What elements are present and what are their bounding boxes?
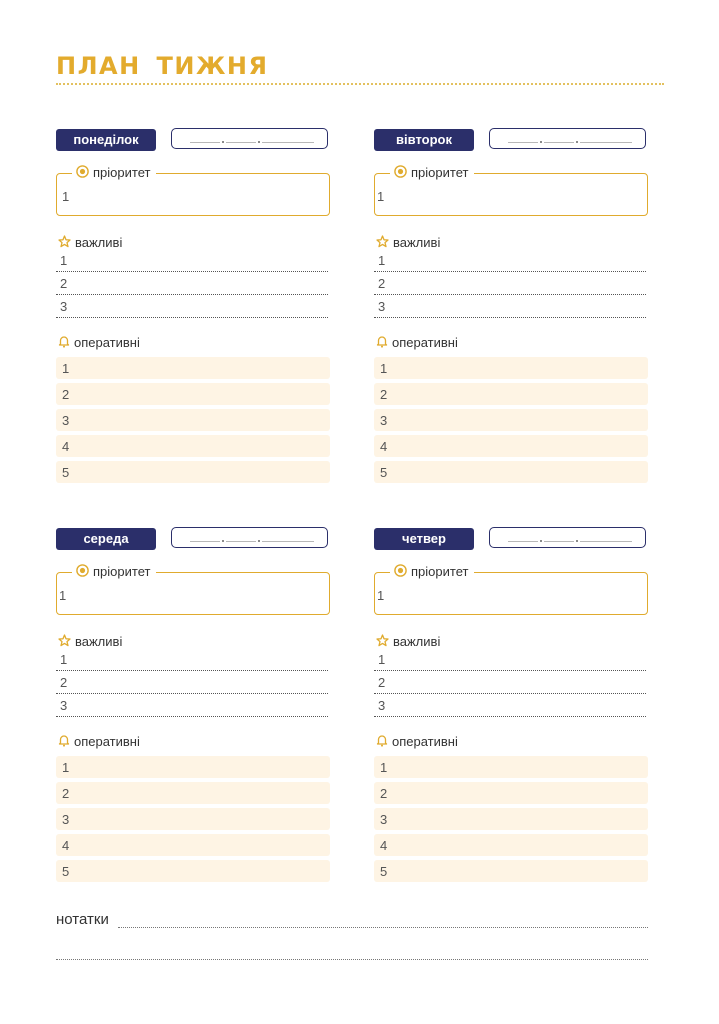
important-line[interactable]: 2 <box>374 671 646 694</box>
priority-label: пріоритет <box>72 563 156 581</box>
operative-row[interactable]: 5 <box>56 461 330 483</box>
operative-row[interactable]: 1 <box>374 357 648 379</box>
important-line[interactable]: 3 <box>56 295 328 318</box>
operative-row[interactable]: 4 <box>374 435 648 457</box>
important-line[interactable]: 1 <box>56 249 328 272</box>
operative-row[interactable]: 5 <box>374 461 648 483</box>
priority-label: пріоритет <box>72 164 156 182</box>
operative-row[interactable]: 3 <box>56 808 330 830</box>
important-line[interactable]: 3 <box>374 295 646 318</box>
important-heading: важливі <box>376 633 440 651</box>
important-line[interactable]: 2 <box>56 671 328 694</box>
operative-row[interactable]: 2 <box>56 782 330 804</box>
title-divider <box>56 83 664 85</box>
target-icon <box>76 165 89 183</box>
operative-row[interactable]: 3 <box>56 409 330 431</box>
operative-row[interactable]: 3 <box>374 409 648 431</box>
priority-item-number: 1 <box>62 189 70 204</box>
notes-line[interactable] <box>118 927 648 928</box>
operative-row[interactable]: 3 <box>374 808 648 830</box>
important-line[interactable]: 1 <box>374 249 646 272</box>
important-heading: важливі <box>58 234 122 252</box>
target-icon <box>76 564 89 582</box>
bell-icon <box>376 335 388 353</box>
bell-icon <box>58 734 70 752</box>
important-line[interactable]: 2 <box>56 272 328 295</box>
operative-row[interactable]: 2 <box>56 383 330 405</box>
operative-row[interactable]: 4 <box>56 435 330 457</box>
notes-line[interactable] <box>56 959 648 960</box>
important-line[interactable]: 1 <box>56 648 328 671</box>
operative-row[interactable]: 4 <box>56 834 330 856</box>
priority-item-number: 1 <box>377 588 385 603</box>
date-field[interactable] <box>489 527 646 548</box>
day-block-tuesday <box>374 129 648 489</box>
date-field[interactable] <box>489 128 646 149</box>
date-field[interactable] <box>171 128 328 149</box>
operative-row[interactable]: 5 <box>374 860 648 882</box>
important-line[interactable]: 3 <box>56 694 328 717</box>
operative-row[interactable]: 2 <box>374 782 648 804</box>
operative-row[interactable]: 1 <box>56 357 330 379</box>
bell-icon <box>376 734 388 752</box>
important-line[interactable]: 1 <box>374 648 646 671</box>
day-block-wednesday <box>56 528 330 888</box>
day-badge: четвер <box>374 528 474 550</box>
operative-heading: оперативні <box>376 334 458 352</box>
notes-label: нотатки <box>56 911 109 928</box>
bell-icon <box>58 335 70 353</box>
operative-heading: оперативні <box>58 733 140 751</box>
priority-label: пріоритет <box>390 563 474 581</box>
operative-row[interactable]: 4 <box>374 834 648 856</box>
important-heading: важливі <box>376 234 440 252</box>
operative-row[interactable]: 1 <box>374 756 648 778</box>
target-icon <box>394 165 407 183</box>
priority-item-number: 1 <box>59 588 67 603</box>
day-block-monday <box>56 129 330 489</box>
day-block-thursday <box>374 528 648 888</box>
date-field[interactable] <box>171 527 328 548</box>
operative-row[interactable]: 2 <box>374 383 648 405</box>
day-badge: середа <box>56 528 156 550</box>
important-line[interactable]: 3 <box>374 694 646 717</box>
operative-row[interactable]: 1 <box>56 756 330 778</box>
page-title: ПЛАН ТИЖНЯ <box>56 52 269 80</box>
important-heading: важливі <box>58 633 122 651</box>
day-badge: понеділок <box>56 129 156 151</box>
operative-heading: оперативні <box>58 334 140 352</box>
operative-row[interactable]: 5 <box>56 860 330 882</box>
priority-item-number: 1 <box>377 189 385 204</box>
target-icon <box>394 564 407 582</box>
priority-label: пріоритет <box>390 164 474 182</box>
day-badge: вівторок <box>374 129 474 151</box>
important-line[interactable]: 2 <box>374 272 646 295</box>
operative-heading: оперативні <box>376 733 458 751</box>
